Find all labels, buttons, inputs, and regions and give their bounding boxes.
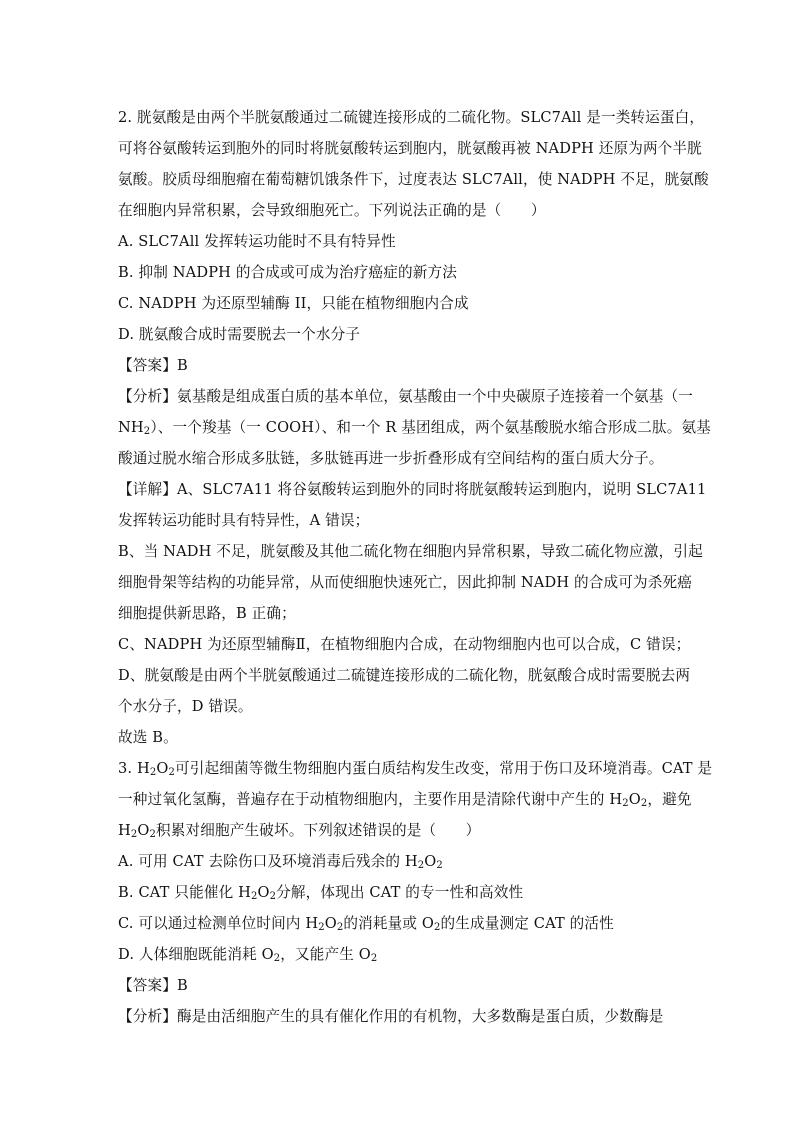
- document-content: [118, 102, 713, 1032]
- subscript: 2: [273, 953, 281, 964]
- stem-text: ，避免: [647, 791, 692, 808]
- q2-stem-line-3: 氨酸。胶质母细胞瘤在葡萄糖饥饿条件下，过度表达 SLC7All，使 NADPH 不足，胱氨酸: [118, 171, 709, 188]
- detail-tag: 【详解】: [118, 481, 177, 498]
- subscript: 2: [250, 891, 258, 902]
- q2-analysis-line-1: [118, 381, 694, 412]
- subscript: 2: [434, 922, 441, 933]
- stem-text: 一种过氧化氢酶，普遍存在于动植物细胞内，主要作用是清除代谢中产生的 H: [118, 791, 623, 808]
- subscript: 2: [417, 860, 425, 871]
- q2-detail-line-8: 个水分子，D 错误。: [118, 698, 253, 715]
- subscript: 2: [622, 798, 629, 809]
- q3-analysis-line-1: [118, 1001, 678, 1032]
- q3-stem-line-2: [118, 784, 692, 815]
- subscript: 2: [130, 829, 138, 840]
- q2-stem-line-1: 2. 胱氨酸是由两个半胱氨酸通过二硫键连接形成的二硫化物。SLC7All 是一类转运蛋白，: [118, 109, 705, 126]
- q3-option-b: [118, 877, 678, 908]
- option-text: 的消耗量或 O: [343, 915, 435, 932]
- q2-option-a: A. SLC7All 发挥转运功能时不具有特异性: [118, 233, 396, 250]
- subscript: 2: [143, 426, 151, 437]
- option-text: 的生成量测定 CAT 的活性: [440, 915, 614, 932]
- analysis-text: 氨基酸是组成蛋白质的基本单位，氨基酸由一个中央碳原子连接着一个氨基（一: [176, 388, 694, 405]
- option-text: C. 可以通过检测单位时间内 H: [118, 915, 319, 932]
- formula-nh: NH: [118, 419, 144, 436]
- q2-stem-line-2: 可将谷氨酸转运到胞外的同时将胱氨酸转运到胞内，胱氨酸再被 NADPH 还原为两个半胱: [118, 140, 702, 157]
- subscript: 2: [336, 922, 344, 933]
- formula-o: O: [257, 884, 270, 901]
- subscript: 2: [168, 767, 176, 778]
- option-text: D. 人体细胞既能消耗 O: [118, 946, 274, 963]
- formula-o: O: [137, 822, 150, 839]
- q2-detail-line-3: B、当 NADH 不足，胱氨酸及其他二硫化物在细胞内异常积累，导致二硫化物应激，引起: [118, 543, 703, 560]
- q2-detail-line-5: 细胞提供新思路，B 正确；: [118, 605, 296, 622]
- subscript: 2: [640, 798, 648, 809]
- q2-detail-line-4: 细胞骨架等结构的功能异常，从而使细胞快速死亡，因此抑制 NADH 的合成可为杀死癌: [118, 574, 692, 591]
- answer-tag: 【答案】: [118, 977, 177, 994]
- option-text: A. 可用 CAT 去除伤口及环境消毒后残余的 H: [118, 853, 418, 870]
- q3-stem-line-3: [118, 815, 678, 846]
- subscript: 2: [269, 891, 277, 902]
- analysis-tag: 【分析】: [118, 1008, 177, 1025]
- subscript: 2: [149, 767, 157, 778]
- q2-detail-line-2: 发挥转运功能时具有特异性，A 错误；: [118, 512, 370, 529]
- q2-option-d: D. 胱氨酸合成时需要脱去一个水分子: [118, 326, 361, 343]
- q2-conclusion: 故选 B。: [118, 729, 178, 746]
- stem-text: 积累对细胞产生破坏。下列叙述错误的是（ ）: [156, 822, 481, 839]
- subscript: 2: [370, 953, 378, 964]
- q2-answer: [118, 350, 678, 381]
- q2-option-b: B. 抑制 NADPH 的合成或可成为治疗癌症的新方法: [118, 264, 457, 281]
- option-text: ，又能产生 O: [280, 946, 371, 963]
- analysis-tag: 【分析】: [118, 388, 177, 405]
- formula-o: O: [628, 791, 641, 808]
- subscript: 2: [318, 922, 325, 933]
- detail-text: A、SLC7A11 将谷氨酸转运到胞外的同时将胱氨酸转运到胞内，说明 SLC7A11: [176, 481, 707, 498]
- option-text: 分解，体现出 CAT 的专一性和高效性: [276, 884, 524, 901]
- q2-analysis-line-3: 酸通过脱水缩合形成多肽链，多肽链再进一步折叠形成有空间结构的蛋白质大分子。: [118, 450, 664, 467]
- analysis-text: 酶是由活细胞产生的具有催化作用的有机物，大多数酶是蛋白质，少数酶是: [176, 1008, 664, 1025]
- answer-value: B: [176, 357, 188, 374]
- q3-stem-line-1: [118, 753, 713, 784]
- q3-answer: [118, 970, 678, 1001]
- formula-o: O: [424, 853, 437, 870]
- q2-option-c: C. NADPH 为还原型辅酶 II，只能在植物细胞内合成: [118, 295, 469, 312]
- q3-option-d: [118, 939, 678, 970]
- formula-o: O: [156, 760, 169, 777]
- q3-option-a: [118, 846, 678, 877]
- subscript: 2: [149, 829, 157, 840]
- q2-detail-line-1: [118, 474, 707, 505]
- q2-analysis-line-2: [118, 412, 711, 443]
- stem-text: 可引起细菌等微生物细胞内蛋白质结构发生改变，常用于伤口及环境消毒。CAT 是: [175, 760, 713, 777]
- answer-value: B: [176, 977, 188, 994]
- subscript: 2: [436, 860, 443, 871]
- option-text: B. CAT 只能催化 H: [118, 884, 251, 901]
- q2-stem-line-4: 在细胞内异常积累，会导致细胞死亡。下列说法正确的是（ ）: [118, 202, 546, 219]
- formula-h: H: [118, 822, 131, 839]
- stem-text: 3. H: [118, 760, 150, 777]
- q2-detail-line-7: D、胱氨酸是由两个半胱氨酸通过二硫键连接形成的二硫化物，胱氨酸合成时需要脱去两: [118, 667, 691, 684]
- q3-option-c: [118, 908, 678, 939]
- answer-tag: 【答案】: [118, 357, 177, 374]
- q2-detail-line-6: C、NADPH 为还原型辅酶Ⅱ，在植物细胞内合成，在动物细胞内也可以合成，C 错误；: [118, 636, 691, 653]
- analysis-text: ）、一个羧基（一 COOH）、和一个 R 基团组成，两个氨基酸脱水缩合形成二肽。氨基: [150, 419, 711, 436]
- formula-o: O: [324, 915, 337, 932]
